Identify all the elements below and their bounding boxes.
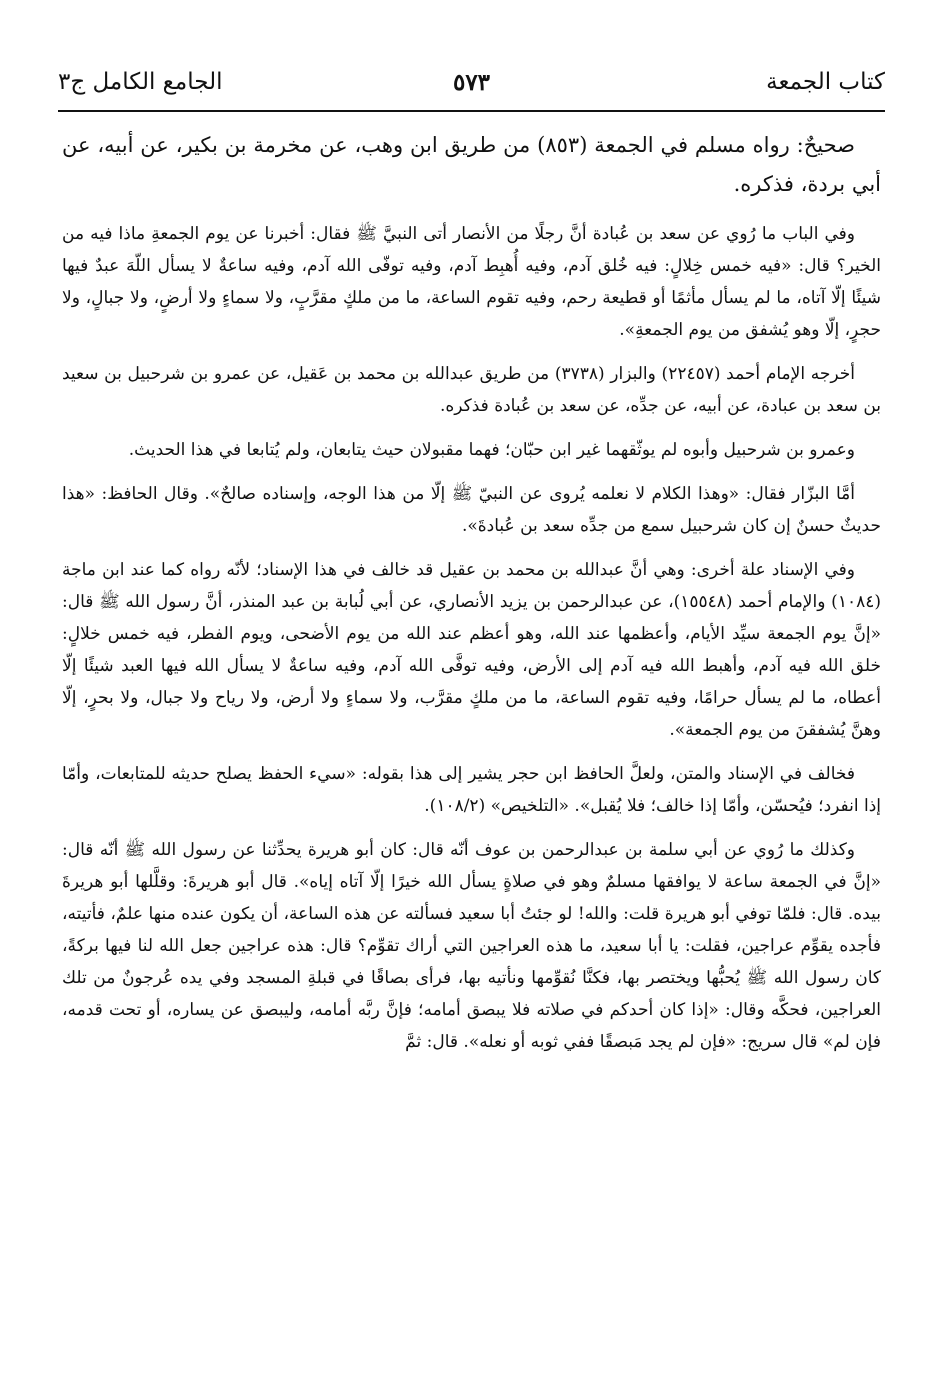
- header-divider: [58, 110, 885, 112]
- paragraph-takhrij: أخرجه الإمام أحمد (٢٢٤٥٧) والبزار (٣٧٣٨) من طريق عبدالله بن محمد بن عَقيل، عن عمرو بن شرحبيل بن سعيد بن سعد بن عبادة، عن أبيه، عن جدِّه، عن سعد بن عُبادة فذكره.: [62, 364, 881, 416]
- paragraph-bazzar-quote: أمَّا البزّار فقال: «وهذا الكلام لا نعلمه يُروى عن النبيّ ﷺ إلّا من هذا الوجه، وإسناده صالحٌ». وقال الحافظ: «هذا حديثٌ حسنٌ إن كان شرحبيل سمع من جدِّه سعد بن عُبادةَ».: [62, 484, 881, 536]
- paragraph-saad-narration: وفي الباب ما رُوي عن سعد بن عُبادة أنَّ رجلًا من الأنصار أتى النبيَّ ﷺ فقال: أخبرنا عن يوم الجمعةِ ماذا فيه من الخير؟ قال: «فيه خمس خِلالٍ: فيه خُلق آدم، وفيه أُهبِط آدم، وفيه توفّى الله آدم، وفيه ساعةٌ لا يسأل اللّهَ عبدٌ فيها شيئًا إلّا آتاه، ما لم يسأل مأثمًا أو قطيعة رحم، وفيه تقوم الساعة، ما من ملكٍ مقرَّبٍ، ولا سماءٍ ولا أرضٍ، ولا جبالٍ، ولا حجرٍ، إلّا وهو يُشفق من يوم الجمعةِ».: [62, 224, 881, 340]
- paragraph-ibn-hajar: فخالف في الإسناد والمتن، ولعلَّ الحافظ ابن حجر يشير إلى هذا بقوله: «سيء الحفظ يصلح حديثه للمتابعات، وأمّا إذا انفرد؛ فيُحسّن، وأمّا إذا خالف؛ فلا يُقبل». «التلخيص» (١٠٨/٢).: [62, 764, 881, 816]
- paragraph-hadith-grading: صحيحٌ: رواه مسلم في الجمعة (٨٥٣) من طريق ابن وهب، عن مخرمة بن بكير، عن أبيه، عن أبي بردة، فذكره.: [62, 133, 881, 196]
- volume-title: الجامع الكامل ج٣: [58, 69, 223, 95]
- page-number: ٥٧٣: [452, 68, 491, 96]
- running-header: [58, 62, 885, 102]
- paragraph-abu-salama: وكذلك ما رُوي عن أبي سلمة بن عبدالرحمن بن عوف أنّه قال: كان أبو هريرة يحدِّثنا عن رسول الله ﷺ أنّه قال: «إنَّ في الجمعة ساعة لا يوافقها مسلمٌ وهو في صلاةٍ يسأل الله خيرًا إلّا آتاه إياه». قال أبو هريرةَ: وقلَّلها أبو هريرةَ بيده. قال: فلمّا توفي أبو هريرة قلت: والله! لو جئتُ أبا سعيد فسألته عن هذه الساعة، أن يكون عنده منها علمٌ، فأتيته، فأجده يقوِّم عراجين، فقلت: يا أبا سعيد، ما هذه العراجين التي أراك تقوِّم؟ قال: هذه عراجين جعل الله لنا فيها بركةً، كان رسول الله ﷺ يُحبُّها ويختصر بها، فكنَّا نُقوِّمها ونأتيه بها، فرأى بصاقًا في قبلةِ المسجد وفي يده عُرجونٌ من تلك العراجين، فحكَّه وقال: «إذا كان أحدكم في صلاته فلا يبصق أمامه؛ فإنَّ ربَّه أمامه، وليبصق عن يساره، أو تحت قدمه، فإن لم» قال سريج: «فإن لم يجد مَبصقًا ففي ثوبه أو نعله». قال: ثمَّ: [62, 840, 881, 1052]
- paragraph-isnad-illa: وفي الإسناد علة أخرى: وهي أنَّ عبدالله بن محمد بن عقيل قد خالف في هذا الإسناد؛ لأنّه رواه كما عند ابن ماجة (١٠٨٤) والإمام أحمد (١٥٥٤٨)، عن عبدالرحمن بن يزيد الأنصاري، عن أبي لُبابة بن عبد المنذر، أنَّ رسول الله ﷺ قال: «إنَّ يوم الجمعة سيِّد الأيام، وأعظمها عند الله، وهو أعظم عند الله من يوم الأضحى، ويوم الفطر، فيه خمس خلالٍ: خلق الله فيه آدم، وأهبط الله فيه آدم إلى الأرض، وفيه توفَّى الله آدم، وفيه ساعةٌ لا يسأل الله فيها العبد شيئًا إلّا أعطاه، ما لم يسأل حرامًا، وفيه تقوم الساعة، ما من ملكٍ مقرَّب، ولا سماءٍ ولا أرض، ولا رياح ولا جبال، ولا بحرٍ، إلّا وهنَّ يُشفقنَ من يوم الجمعة».: [62, 560, 881, 740]
- page-body: [62, 126, 881, 1070]
- paragraph-narrator-note: وعمرو بن شرحبيل وأبوه لم يوثّقهما غير ابن حبّان؛ فهما مقبولان حيث يتابعان، ولم يُتابعا في هذا الحديث.: [128, 440, 855, 460]
- book-title: كتاب الجمعة: [766, 69, 885, 95]
